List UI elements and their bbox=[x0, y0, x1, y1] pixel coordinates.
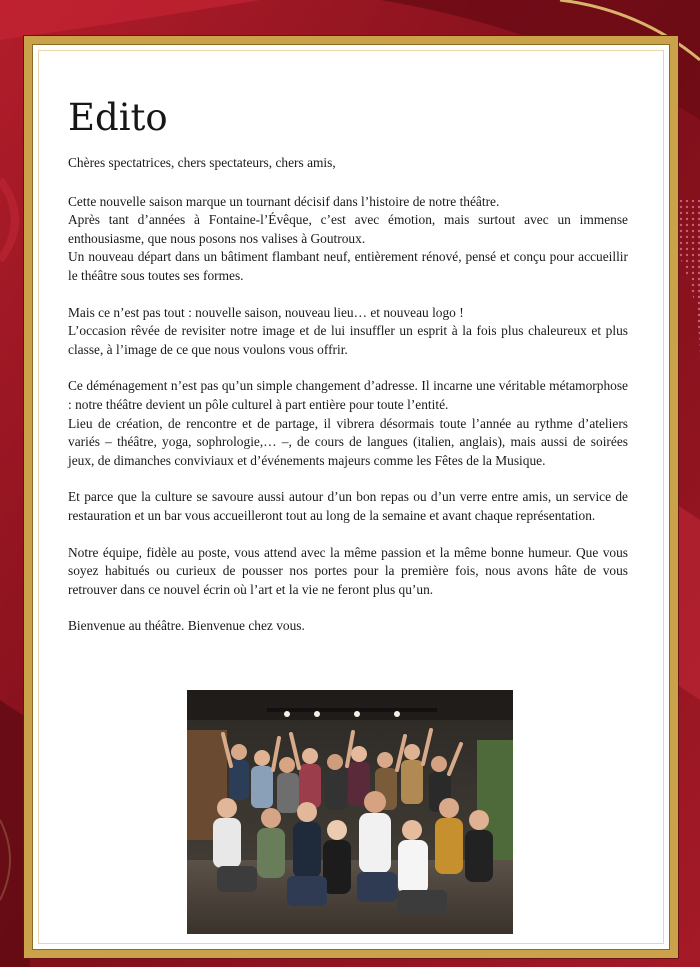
paragraph-3 bbox=[68, 377, 628, 470]
paragraph-4-line-1: Et parce que la culture se savoure aussi autour d’un bon repas ou d’un verre entre amis, un service de restauration et un bar vous accueilleront tout au long de la semaine et avant chaque représentation. bbox=[68, 489, 628, 523]
paragraph-1-line-1: Cette nouvelle saison marque un tournant décisif dans l’histoire de notre théâtre. bbox=[68, 193, 500, 209]
paragraph-3-line-2: Lieu de création, de rencontre et de partage, il vibrera désormais toute l’année au rythme d’ateliers variés – théâtre, yoga, sophrologie,… –, de cours de langues (italien, anglais), mais aussi de soirées jeux, de dimanches conviviaux et d’événements majeurs comme les Fêtes de la Musique. bbox=[68, 415, 628, 468]
paragraph-2-line-1: Mais ce n’est pas tout : nouvelle saison, nouveau lieu… et nouveau logo ! bbox=[68, 304, 464, 320]
paragraph-4 bbox=[68, 488, 628, 525]
paragraph-6 bbox=[68, 617, 628, 636]
paragraph-2 bbox=[68, 304, 628, 360]
group-photo-illustration bbox=[187, 690, 513, 934]
paragraph-1 bbox=[68, 193, 628, 286]
paragraph-5 bbox=[68, 544, 628, 600]
greeting bbox=[68, 154, 628, 173]
paragraph-3-line-1: Ce déménagement n’est pas qu’un simple changement d’adresse. Il incarne une véritable métamorphose : notre théâtre devient un pôle culturel à part entière pour toute l’entité. bbox=[68, 378, 628, 412]
page-title: Edito bbox=[68, 96, 168, 139]
paragraph-6-line-1: Bienvenue au théâtre. Bienvenue chez vous. bbox=[68, 618, 305, 634]
paragraph-1-line-2: Après tant d’années à Fontaine-l’Évêque, c’est avec émotion, mais surtout avec un immense enthousiasme, que nous posons nos valises à Goutroux. bbox=[68, 212, 628, 246]
paragraph-2-line-2: L’occasion rêvée de revisiter notre image et de lui insuffler un esprit à la fois plus chaleureux et plus classe, à l’image de ce que nous voulons vous offrir. bbox=[68, 323, 628, 357]
paragraph-1-line-3: Un nouveau départ dans un bâtiment flambant neuf, entièrement rénové, pensé et conçu pour accueillir le théâtre sous toutes ses formes. bbox=[68, 249, 628, 283]
greeting-text: Chères spectatrices, chers spectateurs, chers amis, bbox=[68, 155, 336, 170]
paragraph-5-line-1: Notre équipe, fidèle au poste, vous attend avec la même passion et la même bonne humeur. Que vous soyez habitués ou curieux de pousser nos portes pour la première fois, nous avons hâte de vous retrouver dans ce nouvel écrin où l’art et la vie ne feront plus qu’un. bbox=[68, 544, 628, 597]
edito-content bbox=[68, 96, 628, 654]
group-photo bbox=[187, 690, 513, 934]
